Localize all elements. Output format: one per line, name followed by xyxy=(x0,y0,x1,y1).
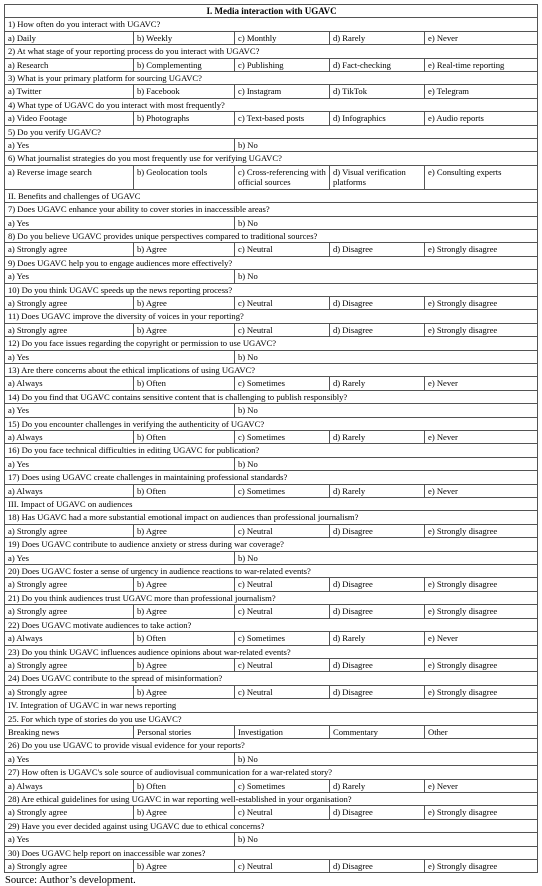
answer-option: b) Often xyxy=(134,779,235,792)
question-row xyxy=(5,538,538,551)
answer-option: d) Visual verification platforms xyxy=(330,165,425,189)
answer-options-row xyxy=(5,605,538,618)
question-text: 8) Do you believe UGAVC provides unique perspectives compared to traditional sources? xyxy=(5,229,538,242)
answer-option-yes: a) Yes xyxy=(5,551,235,564)
question-row xyxy=(5,645,538,658)
answer-option: e) Strongly disagree xyxy=(425,578,538,591)
question-row xyxy=(5,125,538,138)
answer-option: c) Neutral xyxy=(235,578,330,591)
question-row xyxy=(5,18,538,31)
answer-option: a) Strongly agree xyxy=(5,524,134,537)
answer-option: b) Often xyxy=(134,377,235,390)
table-title: I. Media interaction with UGAVC xyxy=(5,5,538,18)
answer-option: d) Disagree xyxy=(330,578,425,591)
section-heading: III. Impact of UGAVC on audiences xyxy=(5,498,538,511)
answer-options-row xyxy=(5,524,538,537)
answer-option: a) Reverse image search xyxy=(5,165,134,189)
question-text: 20) Does UGAVC foster a sense of urgency in audience reactions to war-related events? xyxy=(5,565,538,578)
question-row xyxy=(5,792,538,805)
answer-options-row xyxy=(5,779,538,792)
answer-option: e) Strongly disagree xyxy=(425,323,538,336)
answer-options-row xyxy=(5,377,538,390)
question-row xyxy=(5,98,538,111)
question-text: 29) Have you ever decided against using UGAVC due to ethical concerns? xyxy=(5,819,538,832)
answer-option-no: b) No xyxy=(235,404,538,417)
answer-option-no: b) No xyxy=(235,833,538,846)
answer-option: Personal stories xyxy=(134,725,235,738)
answer-options-row xyxy=(5,323,538,336)
answer-option: e) Strongly disagree xyxy=(425,860,538,873)
table-title-row xyxy=(5,5,538,18)
question-row xyxy=(5,229,538,242)
question-text: 10) Do you think UGAVC speeds up the news reporting process? xyxy=(5,283,538,296)
question-text: 13) Are there concerns about the ethical implications of using UGAVC? xyxy=(5,363,538,376)
question-row xyxy=(5,712,538,725)
answer-options-row xyxy=(5,431,538,444)
question-row xyxy=(5,417,538,430)
answer-options-row xyxy=(5,165,538,189)
answer-options-row xyxy=(5,578,538,591)
answer-option: c) Neutral xyxy=(235,524,330,537)
answer-option: b) Facebook xyxy=(134,85,235,98)
answer-option: b) Agree xyxy=(134,524,235,537)
answer-option: c) Sometimes xyxy=(235,484,330,497)
answer-option: b) Agree xyxy=(134,578,235,591)
answer-option: d) TikTok xyxy=(330,85,425,98)
answer-option: c) Neutral xyxy=(235,860,330,873)
answer-option: b) Agree xyxy=(134,658,235,671)
question-text: 25. For which type of stories do you use UGAVC? xyxy=(5,712,538,725)
question-text: 5) Do you verify UGAVC? xyxy=(5,125,538,138)
question-row xyxy=(5,363,538,376)
answer-options-row xyxy=(5,31,538,44)
section-heading: II. Benefits and challenges of UGAVC xyxy=(5,189,538,202)
answer-option: e) Audio reports xyxy=(425,112,538,125)
answer-options-row xyxy=(5,632,538,645)
answer-option: b) Agree xyxy=(134,605,235,618)
answer-option: c) Instagram xyxy=(235,85,330,98)
answer-option-no: b) No xyxy=(235,139,538,152)
yes-no-row xyxy=(5,270,538,283)
answer-option-yes: a) Yes xyxy=(5,270,235,283)
answer-option: c) Sometimes xyxy=(235,779,330,792)
answer-option: a) Strongly agree xyxy=(5,685,134,698)
answer-option: e) Never xyxy=(425,484,538,497)
answer-option: c) Cross-referencing with official sources xyxy=(235,165,330,189)
question-text: 6) What journalist strategies do you most frequently use for verifying UGAVC? xyxy=(5,152,538,165)
answer-option: e) Consulting experts xyxy=(425,165,538,189)
answer-option: d) Fact-checking xyxy=(330,58,425,71)
answer-option: Investigation xyxy=(235,725,330,738)
answer-option: c) Sometimes xyxy=(235,377,330,390)
answer-option: a) Strongly agree xyxy=(5,243,134,256)
answer-option: b) Agree xyxy=(134,685,235,698)
question-row xyxy=(5,739,538,752)
question-row xyxy=(5,618,538,631)
answer-options-row xyxy=(5,243,538,256)
answer-option: Breaking news xyxy=(5,725,134,738)
answer-option-yes: a) Yes xyxy=(5,457,235,470)
question-row xyxy=(5,337,538,350)
answer-option: b) Complementing xyxy=(134,58,235,71)
answer-option: e) Never xyxy=(425,31,538,44)
question-row xyxy=(5,390,538,403)
answer-option: e) Never xyxy=(425,632,538,645)
question-text: 15) Do you encounter challenges in verifying the authenticity of UGAVC? xyxy=(5,417,538,430)
answer-option: e) Telegram xyxy=(425,85,538,98)
answer-option: b) Geolocation tools xyxy=(134,165,235,189)
answer-option: b) Often xyxy=(134,431,235,444)
answer-option: c) Sometimes xyxy=(235,431,330,444)
question-text: 17) Does using UGAVC create challenges in maintaining professional standards? xyxy=(5,471,538,484)
answer-option: c) Neutral xyxy=(235,658,330,671)
question-row xyxy=(5,565,538,578)
answer-option: c) Sometimes xyxy=(235,632,330,645)
answer-option: a) Strongly agree xyxy=(5,605,134,618)
answer-option: a) Always xyxy=(5,484,134,497)
answer-option: Other xyxy=(425,725,538,738)
question-text: 14) Do you find that UGAVC contains sensitive content that is challenging to publish responsibly? xyxy=(5,390,538,403)
answer-option-no: b) No xyxy=(235,216,538,229)
question-row xyxy=(5,766,538,779)
answer-option: d) Disagree xyxy=(330,243,425,256)
answer-option: c) Neutral xyxy=(235,806,330,819)
question-row xyxy=(5,203,538,216)
answer-option: b) Often xyxy=(134,632,235,645)
answer-option: a) Twitter xyxy=(5,85,134,98)
answer-option: d) Infographics xyxy=(330,112,425,125)
answer-option: e) Never xyxy=(425,377,538,390)
question-row xyxy=(5,471,538,484)
answer-option: a) Strongly agree xyxy=(5,578,134,591)
answer-option: e) Strongly disagree xyxy=(425,685,538,698)
question-text: 4) What type of UGAVC do you interact with most frequently? xyxy=(5,98,538,111)
section-heading-row xyxy=(5,189,538,202)
question-text: 30) Does UGAVC help report on inaccessible war zones? xyxy=(5,846,538,859)
answer-option: b) Photographs xyxy=(134,112,235,125)
answer-options-row xyxy=(5,112,538,125)
answer-option: e) Never xyxy=(425,779,538,792)
answer-option-yes: a) Yes xyxy=(5,216,235,229)
answer-option: e) Strongly disagree xyxy=(425,806,538,819)
question-text: 2) At what stage of your reporting process do you interact with UGAVC? xyxy=(5,45,538,58)
answer-option-no: b) No xyxy=(235,350,538,363)
answer-options-row xyxy=(5,806,538,819)
question-text: 19) Does UGAVC contribute to audience anxiety or stress during war coverage? xyxy=(5,538,538,551)
yes-no-row xyxy=(5,752,538,765)
source-note: Source: Author’s development. xyxy=(5,875,136,886)
question-row xyxy=(5,591,538,604)
question-row xyxy=(5,283,538,296)
answer-option: a) Strongly agree xyxy=(5,296,134,309)
yes-no-row xyxy=(5,350,538,363)
question-text: 22) Does UGAVC motivate audiences to take action? xyxy=(5,618,538,631)
answer-option: c) Neutral xyxy=(235,323,330,336)
answer-option: c) Publishing xyxy=(235,58,330,71)
answer-option: c) Neutral xyxy=(235,605,330,618)
answer-option-yes: a) Yes xyxy=(5,404,235,417)
answer-option: d) Rarely xyxy=(330,632,425,645)
answer-option: a) Strongly agree xyxy=(5,806,134,819)
question-row xyxy=(5,45,538,58)
answer-option: c) Neutral xyxy=(235,296,330,309)
answer-option-yes: a) Yes xyxy=(5,139,235,152)
yes-no-row xyxy=(5,139,538,152)
answer-option: e) Real-time reporting xyxy=(425,58,538,71)
answer-option: b) Agree xyxy=(134,806,235,819)
answer-option: d) Rarely xyxy=(330,377,425,390)
answer-option: d) Disagree xyxy=(330,323,425,336)
answer-option: b) Agree xyxy=(134,323,235,336)
section-heading: IV. Integration of UGAVC in war news reporting xyxy=(5,699,538,712)
answer-option: c) Text-based posts xyxy=(235,112,330,125)
answer-option: a) Strongly agree xyxy=(5,658,134,671)
question-text: 27) How often is UGAVC's sole source of audiovisual communication for a war-related story? xyxy=(5,766,538,779)
answer-option: a) Always xyxy=(5,377,134,390)
answer-option: a) Daily xyxy=(5,31,134,44)
question-row xyxy=(5,256,538,269)
question-text: 7) Does UGAVC enhance your ability to cover stories in inaccessible areas? xyxy=(5,203,538,216)
answer-option: d) Disagree xyxy=(330,524,425,537)
question-text: 16) Do you face technical difficulties in editing UGAVC for publication? xyxy=(5,444,538,457)
answer-option: d) Disagree xyxy=(330,605,425,618)
yes-no-row xyxy=(5,833,538,846)
answer-option: b) Agree xyxy=(134,243,235,256)
answer-option: b) Weekly xyxy=(134,31,235,44)
answer-options-row xyxy=(5,685,538,698)
answer-option: e) Strongly disagree xyxy=(425,296,538,309)
yes-no-row xyxy=(5,551,538,564)
answer-options-row xyxy=(5,296,538,309)
answer-options-row xyxy=(5,658,538,671)
answer-option: e) Strongly disagree xyxy=(425,243,538,256)
question-text: 26) Do you use UGAVC to provide visual evidence for your reports? xyxy=(5,739,538,752)
answer-option: b) Agree xyxy=(134,860,235,873)
questionnaire-table xyxy=(4,4,538,873)
answer-option: e) Strongly disagree xyxy=(425,524,538,537)
answer-option: Commentary xyxy=(330,725,425,738)
yes-no-row xyxy=(5,216,538,229)
answer-option: d) Disagree xyxy=(330,685,425,698)
section-heading-row xyxy=(5,498,538,511)
yes-no-row xyxy=(5,404,538,417)
answer-option: d) Rarely xyxy=(330,431,425,444)
answer-option: a) Video Footage xyxy=(5,112,134,125)
question-row xyxy=(5,310,538,323)
answer-option: a) Research xyxy=(5,58,134,71)
answer-option-no: b) No xyxy=(235,270,538,283)
answer-option: d) Rarely xyxy=(330,484,425,497)
answer-option-no: b) No xyxy=(235,457,538,470)
answer-option: d) Rarely xyxy=(330,779,425,792)
answer-option: d) Disagree xyxy=(330,658,425,671)
answer-option: a) Always xyxy=(5,632,134,645)
answer-options-row xyxy=(5,725,538,738)
answer-option: b) Often xyxy=(134,484,235,497)
question-text: 9) Does UGAVC help you to engage audiences more effectively? xyxy=(5,256,538,269)
answer-option: e) Strongly disagree xyxy=(425,605,538,618)
answer-options-row xyxy=(5,85,538,98)
question-text: 12) Do you face issues regarding the copyright or permission to use UGAVC? xyxy=(5,337,538,350)
answer-option: c) Neutral xyxy=(235,685,330,698)
answer-option: c) Neutral xyxy=(235,243,330,256)
question-text: 24) Does UGAVC contribute to the spread of misinformation? xyxy=(5,672,538,685)
question-row xyxy=(5,511,538,524)
yes-no-row xyxy=(5,457,538,470)
answer-option: c) Monthly xyxy=(235,31,330,44)
question-text: 11) Does UGAVC improve the diversity of voices in your reporting? xyxy=(5,310,538,323)
question-text: 28) Are ethical guidelines for using UGAVC in war reporting well-established in your organisation? xyxy=(5,792,538,805)
answer-option: d) Disagree xyxy=(330,296,425,309)
question-text: 3) What is your primary platform for sourcing UGAVC? xyxy=(5,72,538,85)
answer-option-no: b) No xyxy=(235,551,538,564)
question-row xyxy=(5,72,538,85)
answer-option: d) Disagree xyxy=(330,860,425,873)
question-row xyxy=(5,672,538,685)
question-text: 18) Has UGAVC had a more substantial emotional impact on audiences than professional journalism? xyxy=(5,511,538,524)
answer-option: d) Rarely xyxy=(330,31,425,44)
answer-option: b) Agree xyxy=(134,296,235,309)
answer-option: a) Strongly agree xyxy=(5,860,134,873)
answer-option: a) Strongly agree xyxy=(5,323,134,336)
answer-option: a) Always xyxy=(5,431,134,444)
answer-option-yes: a) Yes xyxy=(5,350,235,363)
answer-option: d) Disagree xyxy=(330,806,425,819)
question-row xyxy=(5,444,538,457)
answer-option: e) Never xyxy=(425,431,538,444)
answer-option: a) Always xyxy=(5,779,134,792)
survey-document xyxy=(4,4,537,886)
answer-options-row xyxy=(5,58,538,71)
question-row xyxy=(5,846,538,859)
answer-option-yes: a) Yes xyxy=(5,833,235,846)
answer-option-yes: a) Yes xyxy=(5,752,235,765)
question-text: 1) How often do you interact with UGAVC? xyxy=(5,18,538,31)
section-heading-row xyxy=(5,699,538,712)
question-text: 23) Do you think UGAVC influences audience opinions about war-related events? xyxy=(5,645,538,658)
answer-option: e) Strongly disagree xyxy=(425,658,538,671)
question-text: 21) Do you think audiences trust UGAVC more than professional journalism? xyxy=(5,591,538,604)
question-row xyxy=(5,152,538,165)
answer-options-row xyxy=(5,860,538,873)
answer-option-no: b) No xyxy=(235,752,538,765)
answer-options-row xyxy=(5,484,538,497)
